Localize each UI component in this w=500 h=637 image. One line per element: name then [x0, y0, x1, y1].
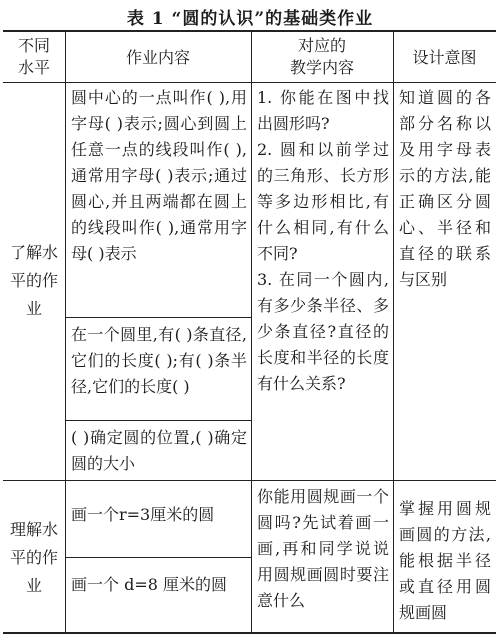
- level-label: 理解水平的作业: [9, 520, 58, 595]
- intent-text: 知道圆的各部分名称以及用字母表示的方法,能正确区分圆心、半径和直径的联系与区别: [399, 88, 491, 289]
- level-cell: [3, 480, 65, 636]
- header-teaching: 对应的 教学内容: [289, 36, 354, 77]
- column-divider: [65, 32, 66, 632]
- task-text: ( )确定圆的位置,( )确定圆的大小: [71, 428, 247, 473]
- task-text: 画一个r=3厘米的圆: [71, 505, 215, 524]
- header-content: 作业内容: [125, 47, 190, 67]
- section-divider: [3, 480, 496, 481]
- table-caption: 表 1 “圆的认识”的基础类作业: [126, 9, 374, 29]
- task-divider: [65, 317, 251, 318]
- column-divider: [393, 32, 394, 632]
- task-divider: [65, 557, 251, 558]
- intent-text: 掌握用圆规画圆的方法,能根据半径或直径用圆规画圆: [399, 499, 491, 622]
- level-cell: [3, 82, 65, 480]
- header-intent: 设计意图: [412, 47, 477, 67]
- task-text: 圆中心的一点叫作( ),用字母( )表示;圆心到圆上任意一点的线段叫作( ),通常用字母( )表示;通过圆心,并且两端都在圆上的线段叫作( ),通常用字母( )表示: [71, 88, 247, 263]
- level-label: 了解水平的作业: [9, 243, 58, 318]
- column-divider: [251, 32, 252, 632]
- task-text: 画一个 d=8 厘米的圆: [71, 575, 228, 594]
- teaching-text: 你能用圆规画一个圆吗?先试着画一画,再和同学说说用圆规画圆时要注意什么: [257, 487, 389, 610]
- task-divider: [65, 420, 251, 421]
- task-text: 在一个圆里,有( )条直径,它们的长度( );有( )条半径,它们的长度( ): [71, 325, 247, 396]
- assignment-table: [3, 30, 496, 634]
- header-divider: [3, 82, 496, 83]
- teaching-text: 1. 你能在图中找出圆形吗? 2. 圆和以前学过的三角形、长方形等多边形相比,有什么相同,有什么不同? 3. 在同一个圆内,有多少条半径、多少条直径?直径的长度和半径的长度有什么关系?: [257, 88, 389, 393]
- header-level: 不同 水平: [17, 36, 50, 77]
